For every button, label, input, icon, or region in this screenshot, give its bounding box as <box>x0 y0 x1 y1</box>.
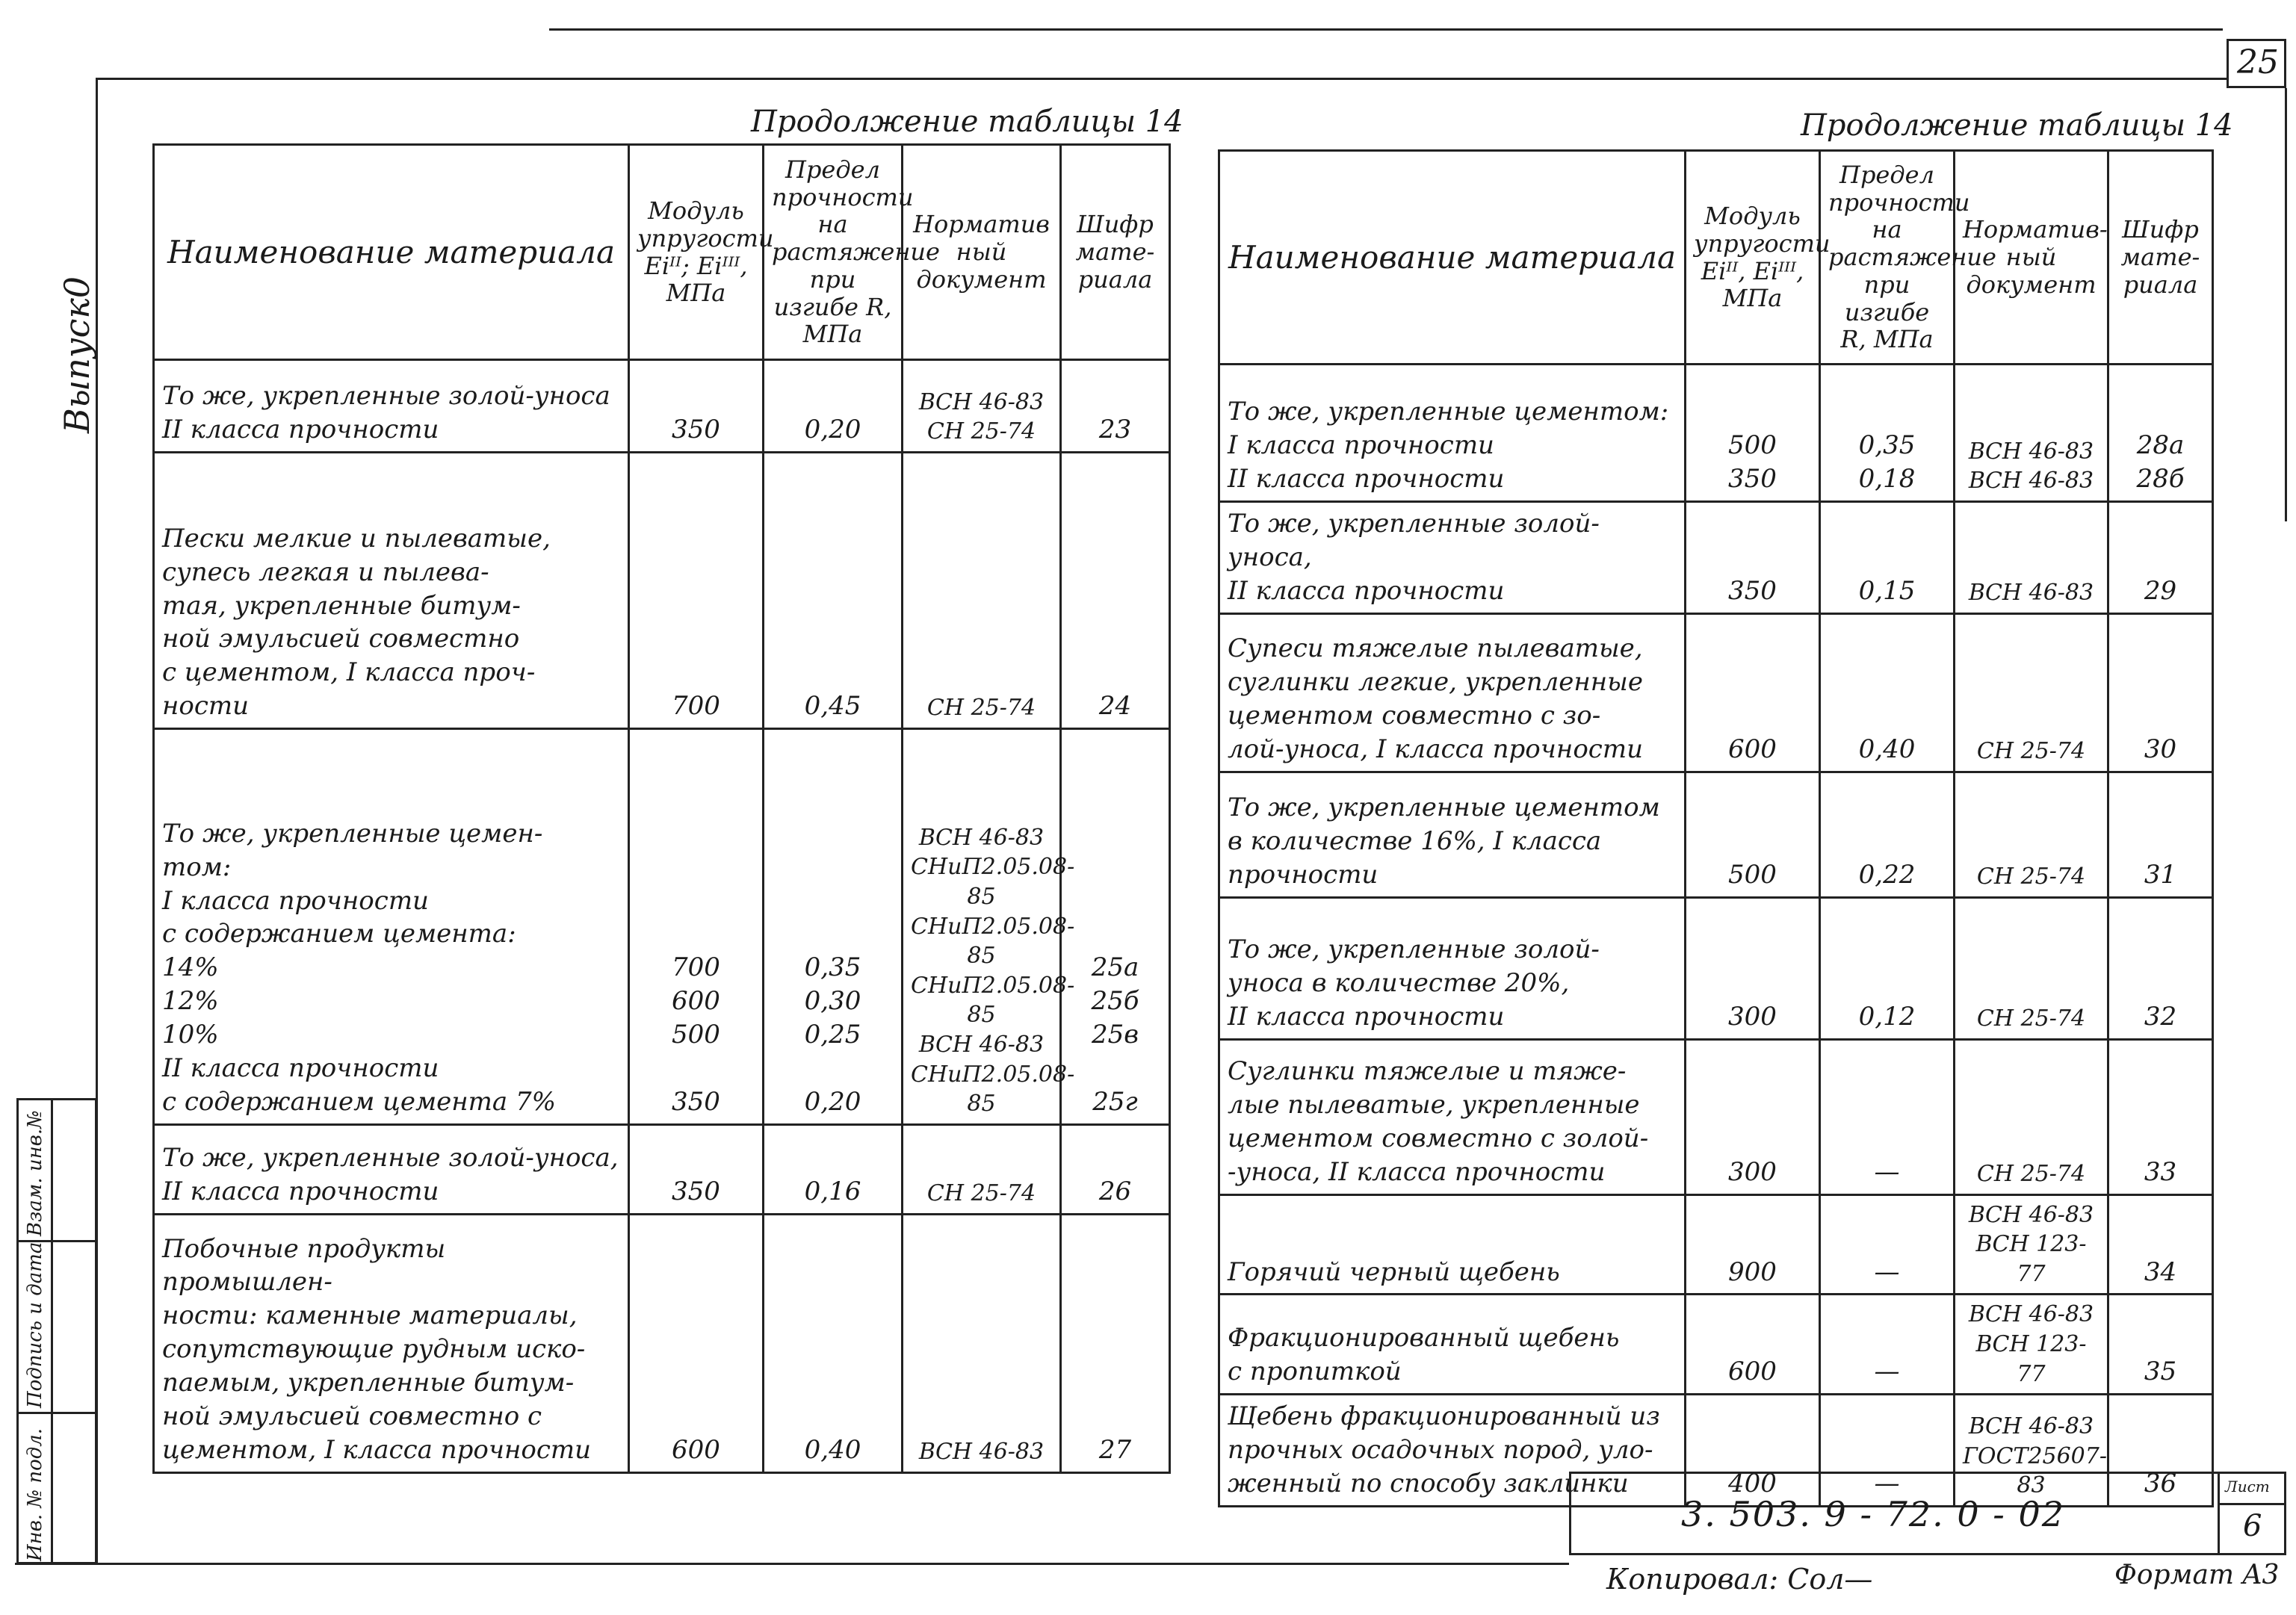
left-header-doc: Норматив ный документ <box>903 145 1061 360</box>
inventory-label-3: Взам. инв.№ <box>24 1110 46 1236</box>
left-strength-limit-value: 0,20 <box>764 360 903 453</box>
frame-bottom-line <box>15 1563 1569 1565</box>
left-row <box>154 360 1170 453</box>
right-material-name: То же, укрепленные цементом в количестве 16%, I класса прочности <box>1219 772 1686 897</box>
right-normative-document: ВСН 46-83 ВСН 123-77 <box>1955 1194 2108 1295</box>
right-normative-document: ВСН 46-83 ВСН 46-83 <box>1955 365 2108 502</box>
right-strength-limit-value: 0,15 <box>1820 502 1955 614</box>
left-material-name: То же, укрепленные золой-уноса II класса прочности <box>154 360 629 453</box>
right-material-name: То же, укрепленные золой- уноса в количестве 20%, II класса прочности <box>1219 897 1686 1039</box>
right-strength-limit-value: 0,35 0,18 <box>1820 365 1955 502</box>
left-normative-document: ВСН 46-83 <box>903 1214 1061 1472</box>
right-margin-line <box>2285 88 2287 521</box>
left-material-name: Побочные продукты промышлен- ности: каменные материалы, сопутствующие рудным иско- паемым, укрепленные битум- ной эмульсией совместно с цементом, I класса прочности <box>154 1214 629 1472</box>
right-modulus-value: 300 <box>1686 1039 1820 1194</box>
left-modulus-value: 600 <box>629 1214 764 1472</box>
right-normative-document: СН 25-74 <box>1955 1039 2108 1194</box>
right-header-name: Наименование материала <box>1219 151 1686 365</box>
right-material-name: То же, укрепленные золой-уноса, II класса прочности <box>1219 502 1686 614</box>
left-normative-document: ВСН 46-83 СН 25-74 <box>903 360 1061 453</box>
left-material-code: 24 <box>1061 453 1170 729</box>
right-normative-document: ВСН 46-83 ВСН 123-77 <box>1955 1295 2108 1395</box>
right-table <box>1218 149 2214 1507</box>
left-strength-limit-value: 0,40 <box>764 1214 903 1472</box>
right-material-name: То же, укрепленные цементом: I класса прочности II класса прочности <box>1219 365 1686 502</box>
right-material-name: Щебень фракционированный из прочных осадочных пород, уло- женный по способу заклинки <box>1219 1395 1686 1507</box>
right-row <box>1219 365 2213 502</box>
top-rule <box>549 28 2223 31</box>
right-material-code: 29 <box>2108 502 2213 614</box>
left-modulus-value: 350 <box>629 360 764 453</box>
right-material-code: 28а 28б <box>2108 365 2213 502</box>
right-material-name: Горячий черный щебень <box>1219 1194 1686 1295</box>
left-strength-limit-value: 0,16 <box>764 1124 903 1214</box>
right-strength-limit-value: — <box>1820 1194 1955 1295</box>
left-modulus-value: 700 600 500 350 <box>629 729 764 1125</box>
right-header-code: Шифр мате- риала <box>2108 151 2213 365</box>
right-material-code: 35 <box>2108 1295 2213 1395</box>
right-header-doc: Норматив- ный документ <box>1955 151 2108 365</box>
inventory-label-1: Инв. № подл. <box>24 1428 46 1561</box>
format-label: Формат A3 <box>2114 1560 2280 1590</box>
right-strength-limit-value: 0,40 <box>1820 613 1955 772</box>
right-modulus-value: 500 350 <box>1686 365 1820 502</box>
left-table <box>152 143 1171 1474</box>
right-header-modulus: Модуль упругости Eiᴵᴵ, Eiᴵᴵᴵ, МПа <box>1686 151 1820 365</box>
left-strength-limit-value: 0,35 0,30 0,25 0,20 <box>764 729 903 1125</box>
left-material-code: 26 <box>1061 1124 1170 1214</box>
right-strength-limit-value: — <box>1820 1395 1955 1507</box>
left-material-name: Пески мелкие и пылеватые, супесь легкая и пылева- тая, укрепленные битум- ной эмульсией совместно с цементом, I класса проч- ности <box>154 453 629 729</box>
inventory-strip-divider <box>51 1098 53 1564</box>
right-material-code: 32 <box>2108 897 2213 1039</box>
document-code: 3. 503. 9 - 72. 0 - 02 <box>1681 1494 2065 1534</box>
left-material-code: 27 <box>1061 1214 1170 1472</box>
left-header-limit: Предел прочности на растяжение при изгибе R, МПа <box>764 145 903 360</box>
right-normative-document: ВСН 46-83 ГОСТ25607-83 <box>1955 1395 2108 1507</box>
right-row <box>1219 897 2213 1039</box>
right-normative-document: ВСН 46-83 <box>1955 502 2108 614</box>
right-row <box>1219 1194 2213 1295</box>
right-row <box>1219 502 2213 614</box>
right-row <box>1219 1295 2213 1395</box>
sheet-number: 6 <box>2243 1509 2262 1543</box>
left-material-name: То же, укрепленные золой-уноса, II класса прочности <box>154 1124 629 1214</box>
right-strength-limit-value: 0,22 <box>1820 772 1955 897</box>
right-modulus-value: 350 <box>1686 502 1820 614</box>
right-strength-limit-value: — <box>1820 1295 1955 1395</box>
right-row <box>1219 613 2213 772</box>
sidebar-label: Выпуск0 <box>57 276 97 433</box>
right-material-code: 33 <box>2108 1039 2213 1194</box>
left-material-code: 23 <box>1061 360 1170 453</box>
left-header-name: Наименование материала <box>154 145 629 360</box>
copied-by: Копировал: Сол— <box>1606 1563 1873 1596</box>
right-header-limit: Предел прочности на растяжение при изгибе R, МПа <box>1820 151 1955 365</box>
right-modulus-value: 500 <box>1686 772 1820 897</box>
right-row <box>1219 772 2213 897</box>
inventory-label-2: Подпись и дата <box>24 1242 46 1408</box>
right-normative-document: СН 25-74 <box>1955 772 2108 897</box>
left-material-name: То же, укрепленные цемен- том: I класса прочности с содержанием цемента: 14% 12% 10% II класса прочности с содержанием цемента 7% <box>154 729 629 1125</box>
right-strength-limit-value: 0,12 <box>1820 897 1955 1039</box>
right-normative-document: СН 25-74 <box>1955 613 2108 772</box>
left-table-caption: Продолжение таблицы 14 <box>751 105 1183 139</box>
left-modulus-value: 350 <box>629 1124 764 1214</box>
right-modulus-value: 600 <box>1686 613 1820 772</box>
sheet-cell-divider <box>2218 1503 2286 1505</box>
left-strength-limit-value: 0,45 <box>764 453 903 729</box>
right-modulus-value: 900 <box>1686 1194 1820 1295</box>
right-material-code: 34 <box>2108 1194 2213 1295</box>
left-header-code: Шифр мате- риала <box>1061 145 1170 360</box>
left-modulus-value: 700 <box>629 453 764 729</box>
right-material-code: 31 <box>2108 772 2213 897</box>
right-material-code: 36 <box>2108 1395 2213 1507</box>
left-row <box>154 1124 1170 1214</box>
inventory-strip-row-2 <box>16 1412 97 1414</box>
left-normative-document: СН 25-74 <box>903 453 1061 729</box>
title-block-divider <box>2218 1472 2220 1555</box>
right-table-caption: Продолжение таблицы 14 <box>1801 108 2233 143</box>
right-material-name: Супеси тяжелые пылеватые, суглинки легкие, укрепленные цементом совместно с зо- лой-уноса, I класса прочности <box>1219 613 1686 772</box>
left-material-code: 25а 25б 25в 25г <box>1061 729 1170 1125</box>
left-header-modulus: Модуль упругости Eiᴵᴵ; Eiᴵᴵᴵ, МПа <box>629 145 764 360</box>
left-normative-document: СН 25-74 <box>903 1124 1061 1214</box>
right-modulus-value: 400 <box>1686 1395 1820 1507</box>
right-material-name: Фракционированный щебень с пропиткой <box>1219 1295 1686 1395</box>
right-strength-limit-value: — <box>1820 1039 1955 1194</box>
right-modulus-value: 300 <box>1686 897 1820 1039</box>
left-row <box>154 1214 1170 1472</box>
right-row <box>1219 1039 2213 1194</box>
right-material-code: 30 <box>2108 613 2213 772</box>
left-row <box>154 453 1170 729</box>
sheet-label: Лист <box>2225 1478 2270 1495</box>
left-normative-document: ВСН 46-83 СНиП2.05.08-85 СНиП2.05.08-85 СНиП2.05.08-85 ВСН 46-83 СНиП2.05.08-85 <box>903 729 1061 1125</box>
left-row <box>154 729 1170 1125</box>
page-number: 25 <box>2237 43 2279 81</box>
right-normative-document: СН 25-74 <box>1955 897 2108 1039</box>
right-material-name: Суглинки тяжелые и тяже- лые пылеватые, укрепленные цементом совместно с золой- -уноса, II класса прочности <box>1219 1039 1686 1194</box>
right-modulus-value: 600 <box>1686 1295 1820 1395</box>
frame-top-line <box>97 78 2227 80</box>
